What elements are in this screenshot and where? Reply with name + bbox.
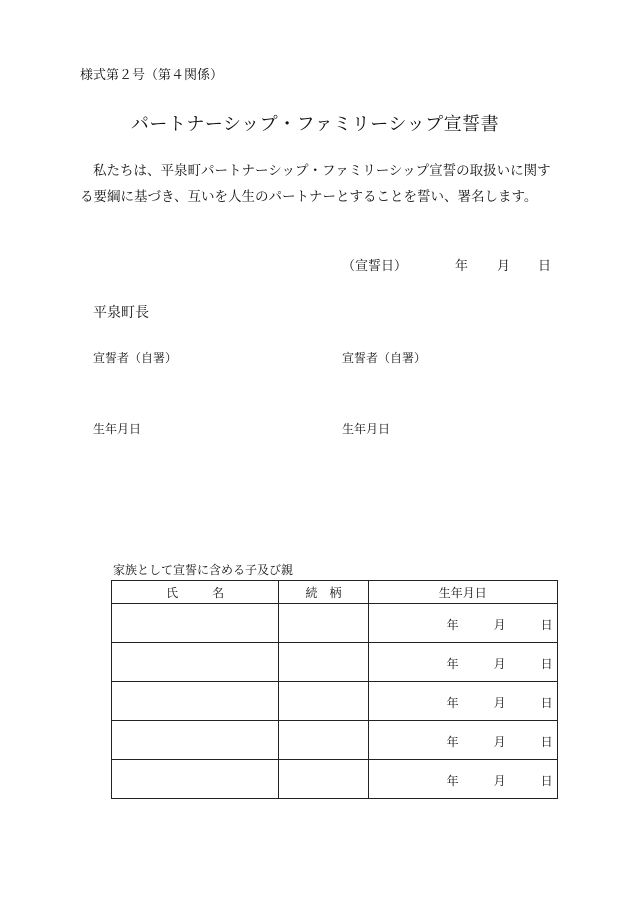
declaration-body-text: 私たちは、平泉町パートナーシップ・ファミリーシップ宣誓の取扱いに関する要綱に基づき、互いを人生のパートナーとすることを誓い、署名します。 — [80, 163, 551, 205]
table-row — [112, 721, 558, 760]
family-table — [111, 580, 558, 799]
name-cell[interactable] — [112, 721, 279, 760]
day-label: 日 — [540, 696, 553, 710]
day-label: 日 — [540, 735, 553, 749]
day-label: 日 — [540, 657, 553, 671]
name-cell[interactable] — [112, 682, 279, 721]
declarant-2-signature-label: 宣誓者（自署） — [342, 351, 427, 365]
year-label: 年 — [446, 696, 459, 710]
table-row — [112, 760, 558, 799]
table-row — [112, 682, 558, 721]
month-label: 月 — [493, 735, 506, 749]
year-label: 年 — [446, 618, 459, 632]
day-label: 日 — [540, 618, 553, 632]
header-relationship: 続柄 — [279, 581, 368, 604]
addressee: 平泉町長 — [93, 305, 149, 321]
document-title: パートナーシップ・ファミリーシップ宣誓書 — [130, 114, 500, 135]
year-label: 年 — [446, 735, 459, 749]
name-cell[interactable] — [112, 760, 279, 799]
relationship-cell[interactable] — [279, 643, 368, 682]
table-row — [112, 604, 558, 643]
month-label: 月 — [493, 696, 506, 710]
declaration-date-month-label: 月 — [497, 259, 511, 274]
year-label: 年 — [446, 657, 459, 671]
header-name: 氏名 — [112, 581, 279, 604]
declarant-1-birthdate-label: 生年月日 — [93, 422, 142, 436]
birthdate-cell[interactable] — [368, 721, 557, 760]
declarant-1-signature-label: 宣誓者（自署） — [93, 351, 178, 365]
relationship-cell[interactable] — [279, 721, 368, 760]
relationship-cell[interactable] — [279, 682, 368, 721]
family-table-caption: 家族として宣誓に含める子及び親 — [113, 563, 294, 577]
declaration-date-year-label: 年 — [455, 259, 469, 274]
day-label: 日 — [540, 774, 553, 788]
year-label: 年 — [446, 774, 459, 788]
birthdate-cell[interactable] — [368, 643, 557, 682]
relationship-cell[interactable] — [279, 760, 368, 799]
declarant-2-birthdate-label: 生年月日 — [342, 422, 391, 436]
name-cell[interactable] — [112, 604, 279, 643]
family-table-header-row — [112, 581, 558, 604]
month-label: 月 — [493, 774, 506, 788]
header-birthdate: 生年月日 — [368, 581, 557, 604]
month-label: 月 — [493, 657, 506, 671]
declaration-date-label: （宣誓日） — [342, 259, 408, 274]
birthdate-cell[interactable] — [368, 604, 557, 643]
relationship-cell[interactable] — [279, 604, 368, 643]
birthdate-cell[interactable] — [368, 682, 557, 721]
table-row — [112, 643, 558, 682]
form-number: 様式第２号（第４関係） — [80, 68, 224, 83]
declaration-date-day-label: 日 — [538, 259, 552, 274]
name-cell[interactable] — [112, 643, 279, 682]
birthdate-cell[interactable] — [368, 760, 557, 799]
month-label: 月 — [493, 618, 506, 632]
